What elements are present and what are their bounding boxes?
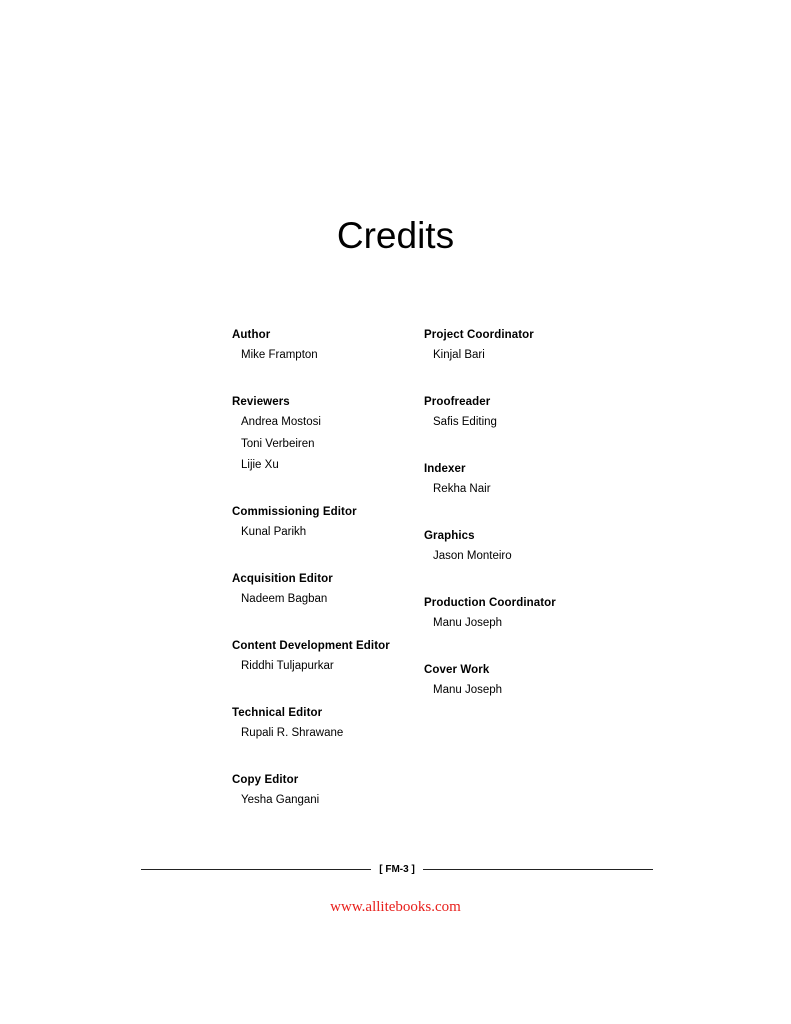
credit-role: Technical Editor <box>232 707 323 719</box>
credit-group <box>424 394 624 432</box>
credit-person: Toni Verbeiren <box>241 437 315 450</box>
footer-rule-right <box>423 869 653 870</box>
credit-person: Manu Joseph <box>433 684 503 696</box>
credit-person: Safis Editing <box>433 416 497 428</box>
credit-group <box>232 504 417 542</box>
credit-person: Nadeem Bagban <box>241 593 328 605</box>
credits-column-left <box>232 327 417 839</box>
credit-role: Commissioning Editor <box>232 506 357 518</box>
credit-role: Production Coordinator <box>424 597 556 609</box>
credit-group <box>232 394 417 475</box>
credit-role: Graphics <box>424 530 475 542</box>
credit-role: Content Development Editor <box>232 640 390 652</box>
credit-person: Manu Joseph <box>433 617 503 629</box>
credit-role: Project Coordinator <box>424 329 534 341</box>
credit-role: Copy Editor <box>232 774 299 786</box>
credit-person: Jason Monteiro <box>433 550 512 562</box>
page-number: [ FM-3 ] <box>379 863 415 875</box>
page-footer <box>141 860 653 878</box>
credit-role: Indexer <box>424 463 466 475</box>
credit-person: Riddhi Tuljapurkar <box>241 660 334 672</box>
credit-group <box>232 327 417 365</box>
credit-person: Mike Frampton <box>241 349 318 361</box>
page-title: Credits <box>336 215 455 256</box>
credit-person: Yesha Gangani <box>241 794 320 806</box>
credit-role: Cover Work <box>424 664 490 676</box>
credit-role: Reviewers <box>232 396 290 408</box>
footer-rule-left <box>141 869 371 870</box>
credit-group <box>232 705 417 743</box>
credit-group <box>424 327 624 365</box>
credit-role: Author <box>232 329 271 341</box>
credit-person: Lijie Xu <box>241 459 279 471</box>
credit-role: Acquisition Editor <box>232 573 333 585</box>
credit-person: Kunal Parikh <box>241 526 307 538</box>
credit-person: Andrea Mostosi <box>241 416 321 428</box>
credits-column-right <box>424 327 624 729</box>
credit-group <box>232 638 417 676</box>
credit-group <box>424 528 624 566</box>
credit-role: Proofreader <box>424 396 491 408</box>
credit-group <box>424 595 624 633</box>
credit-group <box>232 772 417 810</box>
credit-person: Kinjal Bari <box>433 349 485 361</box>
credit-person: Rekha Nair <box>433 483 491 495</box>
watermark-link[interactable]: www.allitebooks.com <box>330 899 461 915</box>
credit-person: Rupali R. Shrawane <box>241 727 344 739</box>
credit-group <box>424 662 624 700</box>
credit-group <box>232 571 417 609</box>
credit-group <box>424 461 624 499</box>
